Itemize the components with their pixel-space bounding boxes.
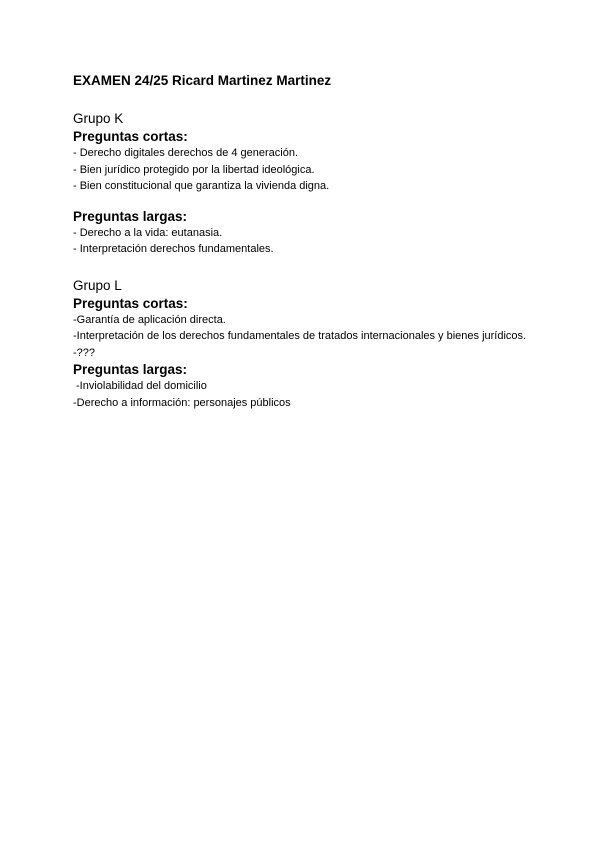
group-k-short-questions-title: Preguntas cortas: xyxy=(73,129,188,144)
group-k-title: Grupo K xyxy=(73,111,124,126)
list-item: -Interpretación de los derechos fundamentales de tratados internacionales y bienes jurídicos. xyxy=(73,330,527,342)
list-item: -Inviolabilidad del domicilio xyxy=(76,380,207,392)
group-k xyxy=(73,110,543,258)
group-l-long-questions-list xyxy=(73,378,543,411)
group-l-long-questions-title: Preguntas largas: xyxy=(73,362,188,377)
list-item: - Bien jurídico protegido por la libertad ideológica. xyxy=(73,163,315,176)
document-page xyxy=(73,72,543,411)
list-item: - Bien constitucional que garantiza la vivienda digna. xyxy=(73,180,330,192)
group-k-long-questions-title: Preguntas largas: xyxy=(73,208,188,224)
group-l-short-questions-title: Preguntas cortas: xyxy=(73,295,188,311)
list-item: -Derecho a información: personajes públicos xyxy=(73,396,291,409)
group-k-long-questions-list xyxy=(73,225,543,258)
group-l-short-questions-list xyxy=(73,312,543,362)
list-item: - Interpretación derechos fundamentales. xyxy=(73,243,274,255)
document-title: EXAMEN 24/25 Ricard Martinez Martinez xyxy=(73,73,332,88)
list-item: - Derecho digitales derechos de 4 generación. xyxy=(73,147,299,159)
list-item: - Derecho a la vida: eutanasia. xyxy=(73,226,223,239)
list-item: -??? xyxy=(73,346,96,359)
group-l-title: Grupo L xyxy=(73,277,122,293)
list-item: -Garantía de aplicación directa. xyxy=(73,313,226,326)
group-k-short-questions-list xyxy=(73,145,543,195)
group-l xyxy=(73,277,543,412)
